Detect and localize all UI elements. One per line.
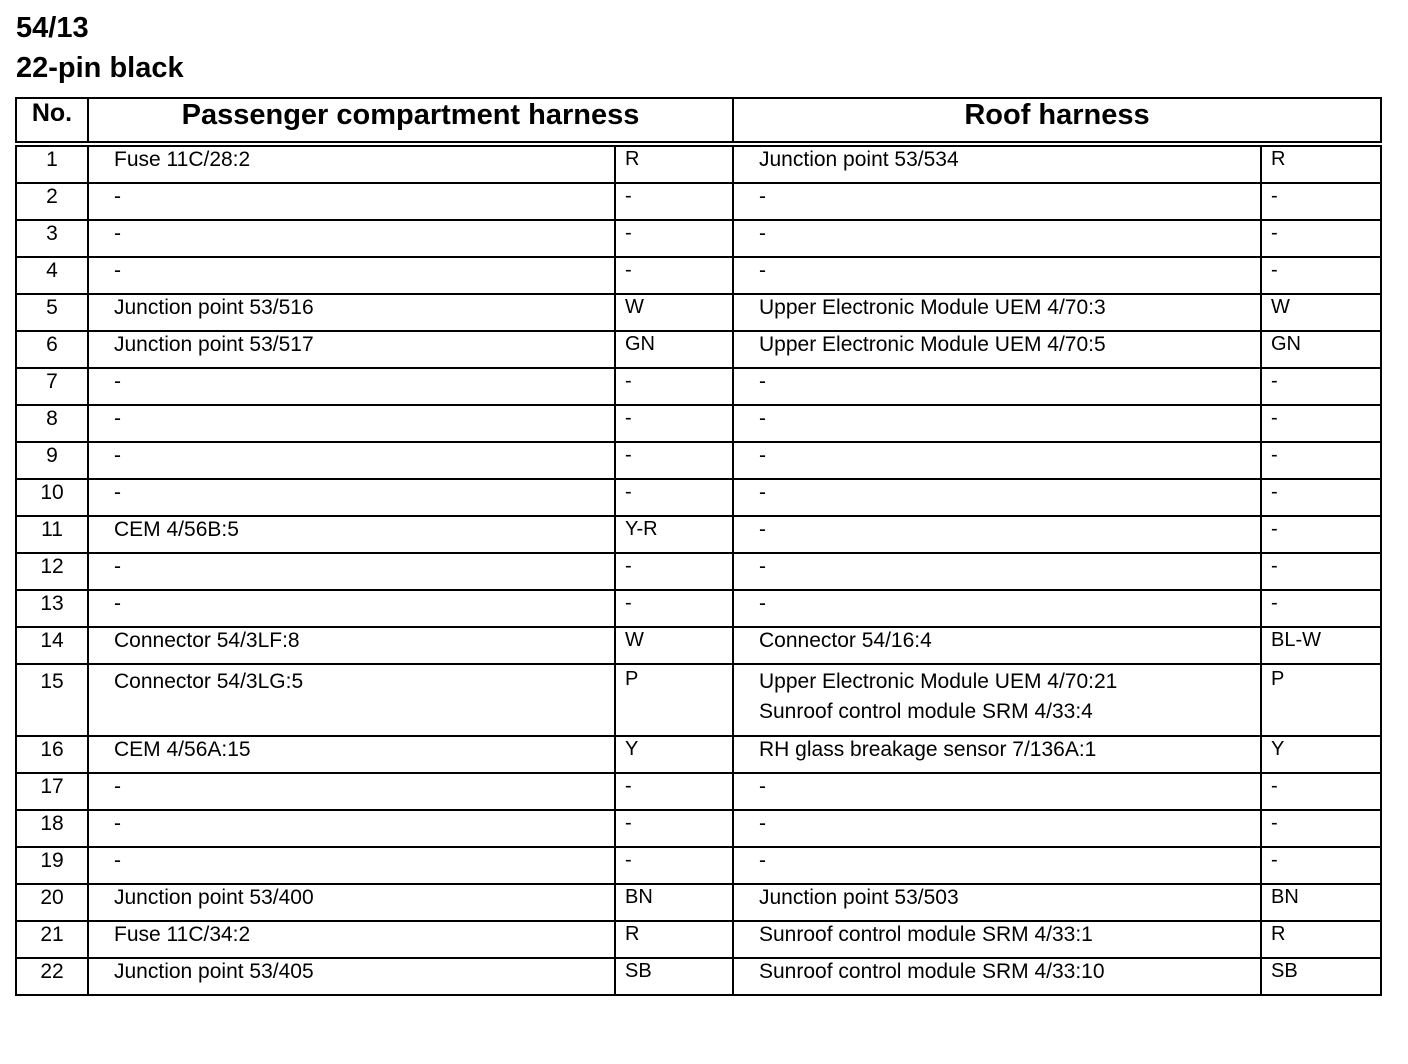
passenger-wire-color: W [615,294,733,331]
passenger-harness-connection [88,736,615,773]
column-header-passenger-harness: Passenger compartment harness [88,98,733,144]
roof-wire-color: - [1261,257,1381,294]
table-row [16,736,1381,773]
passenger-harness-connection [88,257,615,294]
roof-wire-color: - [1261,847,1381,884]
passenger-harness-connection-line: - [114,222,121,245]
passenger-harness-connection-line: - [114,775,121,798]
pin-number: 20 [16,884,88,921]
passenger-harness-connection-line: - [114,370,121,393]
roof-harness-connection [733,664,1261,736]
roof-harness-connection [733,773,1261,810]
passenger-harness-connection-line: Connector 54/3LG:5 [114,670,304,693]
roof-harness-connection-line: - [759,518,766,541]
passenger-wire-color: - [615,847,733,884]
roof-harness-connection [733,736,1261,773]
roof-harness-connection-line: - [759,444,766,467]
table-row [16,294,1381,331]
passenger-harness-connection [88,442,615,479]
table-row [16,183,1381,220]
passenger-harness-connection [88,847,615,884]
passenger-harness-connection [88,958,615,995]
table-header-row [16,98,1381,144]
passenger-harness-connection-line: - [114,444,121,467]
pin-number: 16 [16,736,88,773]
passenger-harness-connection [88,479,615,516]
roof-wire-color: - [1261,553,1381,590]
roof-harness-connection-line: - [759,222,766,245]
roof-harness-connection-line: - [759,481,766,504]
roof-harness-connection-line: Sunroof control module SRM 4/33:4 [759,700,1093,723]
pin-number: 2 [16,183,88,220]
passenger-harness-connection-line: Connector 54/3LF:8 [114,629,300,652]
table-body [16,144,1381,995]
passenger-harness-connection-line: - [114,481,121,504]
roof-harness-connection [733,257,1261,294]
table-row [16,257,1381,294]
pin-number: 3 [16,220,88,257]
passenger-wire-color: R [615,921,733,958]
roof-wire-color: - [1261,516,1381,553]
passenger-harness-connection-line: - [114,849,121,872]
passenger-harness-connection-line: Fuse 11C/28:2 [114,148,251,171]
roof-harness-connection-line: - [759,259,766,282]
table-row [16,331,1381,368]
passenger-harness-connection-line: CEM 4/56B:5 [114,518,239,541]
pin-number: 1 [16,144,88,183]
passenger-harness-connection [88,516,615,553]
table-row [16,516,1381,553]
passenger-wire-color: - [615,220,733,257]
roof-harness-connection-line: - [759,775,766,798]
table-row [16,773,1381,810]
pin-number: 22 [16,958,88,995]
passenger-harness-connection-line: Junction point 53/516 [114,296,314,319]
roof-wire-color: R [1261,144,1381,183]
passenger-wire-color: Y-R [615,516,733,553]
roof-wire-color: - [1261,405,1381,442]
passenger-harness-connection [88,183,615,220]
roof-harness-connection-line: Junction point 53/503 [759,886,959,909]
roof-harness-connection-line: Upper Electronic Module UEM 4/70:5 [759,333,1106,356]
pin-number: 17 [16,773,88,810]
roof-harness-connection [733,144,1261,183]
connector-id-title: 54/13 [16,12,89,44]
connector-description-title: 22-pin black [16,52,184,84]
roof-harness-connection [733,442,1261,479]
column-header-roof-harness: Roof harness [733,98,1381,144]
roof-harness-connection [733,590,1261,627]
roof-harness-connection [733,847,1261,884]
passenger-harness-connection-line: Junction point 53/400 [114,886,314,909]
pin-number: 18 [16,810,88,847]
roof-wire-color: BL-W [1261,627,1381,664]
table-row [16,405,1381,442]
passenger-wire-color: - [615,405,733,442]
passenger-harness-connection [88,368,615,405]
roof-harness-connection-line: - [759,407,766,430]
roof-harness-connection-line: RH glass breakage sensor 7/136A:1 [759,738,1097,761]
roof-harness-connection [733,368,1261,405]
pin-number: 9 [16,442,88,479]
roof-wire-color: BN [1261,884,1381,921]
passenger-wire-color: - [615,183,733,220]
roof-harness-connection-line: Sunroof control module SRM 4/33:10 [759,960,1105,983]
passenger-harness-connection-line: Fuse 11C/34:2 [114,923,251,946]
pin-number: 13 [16,590,88,627]
passenger-harness-connection-line: Junction point 53/517 [114,333,314,356]
roof-harness-connection [733,479,1261,516]
roof-harness-connection-line: - [759,370,766,393]
passenger-wire-color: - [615,773,733,810]
passenger-harness-connection-line: CEM 4/56A:15 [114,738,251,761]
roof-wire-color: - [1261,773,1381,810]
passenger-harness-connection-line: - [114,407,121,430]
passenger-wire-color: Y [615,736,733,773]
roof-wire-color: - [1261,220,1381,257]
passenger-wire-color: - [615,368,733,405]
table-row [16,144,1381,183]
column-header-no: No. [16,98,88,144]
passenger-harness-connection-line: - [114,259,121,282]
roof-wire-color: - [1261,479,1381,516]
roof-harness-connection-line: Upper Electronic Module UEM 4/70:3 [759,296,1106,319]
roof-harness-connection [733,405,1261,442]
passenger-harness-connection [88,220,615,257]
pinout-table [15,97,1382,996]
passenger-harness-connection [88,294,615,331]
pin-number: 11 [16,516,88,553]
roof-harness-connection [733,627,1261,664]
roof-harness-connection-line: Upper Electronic Module UEM 4/70:21 [759,670,1118,693]
roof-wire-color: - [1261,442,1381,479]
passenger-harness-connection [88,590,615,627]
passenger-harness-connection [88,331,615,368]
passenger-wire-color: W [615,627,733,664]
pin-number: 7 [16,368,88,405]
pin-number: 10 [16,479,88,516]
passenger-harness-connection-line: - [114,812,121,835]
roof-harness-connection-line: - [759,849,766,872]
passenger-wire-color: - [615,590,733,627]
pin-number: 8 [16,405,88,442]
passenger-harness-connection-line: Junction point 53/405 [114,960,314,983]
roof-harness-connection [733,810,1261,847]
passenger-wire-color: BN [615,884,733,921]
roof-harness-connection [733,516,1261,553]
roof-wire-color: - [1261,590,1381,627]
pin-number: 15 [16,664,88,736]
table-row [16,368,1381,405]
passenger-harness-connection [88,921,615,958]
roof-harness-connection [733,884,1261,921]
pin-number: 6 [16,331,88,368]
pin-number: 21 [16,921,88,958]
passenger-harness-connection [88,627,615,664]
table-row [16,553,1381,590]
table-row [16,220,1381,257]
passenger-harness-connection-line: - [114,185,121,208]
pin-number: 19 [16,847,88,884]
passenger-wire-color: GN [615,331,733,368]
roof-harness-connection-line: Junction point 53/534 [759,148,959,171]
passenger-harness-connection [88,553,615,590]
passenger-wire-color: - [615,810,733,847]
roof-harness-connection-line: - [759,592,766,615]
roof-harness-connection [733,331,1261,368]
roof-wire-color: - [1261,368,1381,405]
roof-wire-color: - [1261,183,1381,220]
passenger-harness-connection [88,773,615,810]
passenger-wire-color: P [615,664,733,736]
roof-harness-connection-line: - [759,812,766,835]
roof-harness-connection [733,183,1261,220]
table-row [16,921,1381,958]
pin-number: 14 [16,627,88,664]
table-row [16,958,1381,995]
passenger-harness-connection [88,405,615,442]
roof-wire-color: SB [1261,958,1381,995]
table-row [16,627,1381,664]
roof-harness-connection [733,294,1261,331]
roof-wire-color: R [1261,921,1381,958]
passenger-wire-color: - [615,257,733,294]
passenger-harness-connection [88,664,615,736]
roof-wire-color: P [1261,664,1381,736]
roof-wire-color: W [1261,294,1381,331]
table-row [16,847,1381,884]
table-row [16,884,1381,921]
roof-harness-connection-line: Connector 54/16:4 [759,629,932,652]
table-row [16,664,1381,736]
table-row [16,479,1381,516]
passenger-wire-color: - [615,553,733,590]
pin-number: 5 [16,294,88,331]
passenger-wire-color: - [615,479,733,516]
passenger-harness-connection-line: - [114,592,121,615]
roof-harness-connection [733,220,1261,257]
roof-harness-connection-line: - [759,555,766,578]
passenger-harness-connection [88,144,615,183]
table-row [16,442,1381,479]
pin-number: 4 [16,257,88,294]
roof-harness-connection [733,921,1261,958]
passenger-harness-connection-line: - [114,555,121,578]
roof-harness-connection-line: Sunroof control module SRM 4/33:1 [759,923,1093,946]
passenger-wire-color: SB [615,958,733,995]
roof-wire-color: - [1261,810,1381,847]
roof-wire-color: Y [1261,736,1381,773]
roof-harness-connection [733,553,1261,590]
table-row [16,590,1381,627]
roof-wire-color: GN [1261,331,1381,368]
passenger-harness-connection [88,810,615,847]
pin-number: 12 [16,553,88,590]
table-row [16,810,1381,847]
roof-harness-connection-line: - [759,185,766,208]
passenger-harness-connection [88,884,615,921]
passenger-wire-color: - [615,442,733,479]
roof-harness-connection [733,958,1261,995]
passenger-wire-color: R [615,144,733,183]
